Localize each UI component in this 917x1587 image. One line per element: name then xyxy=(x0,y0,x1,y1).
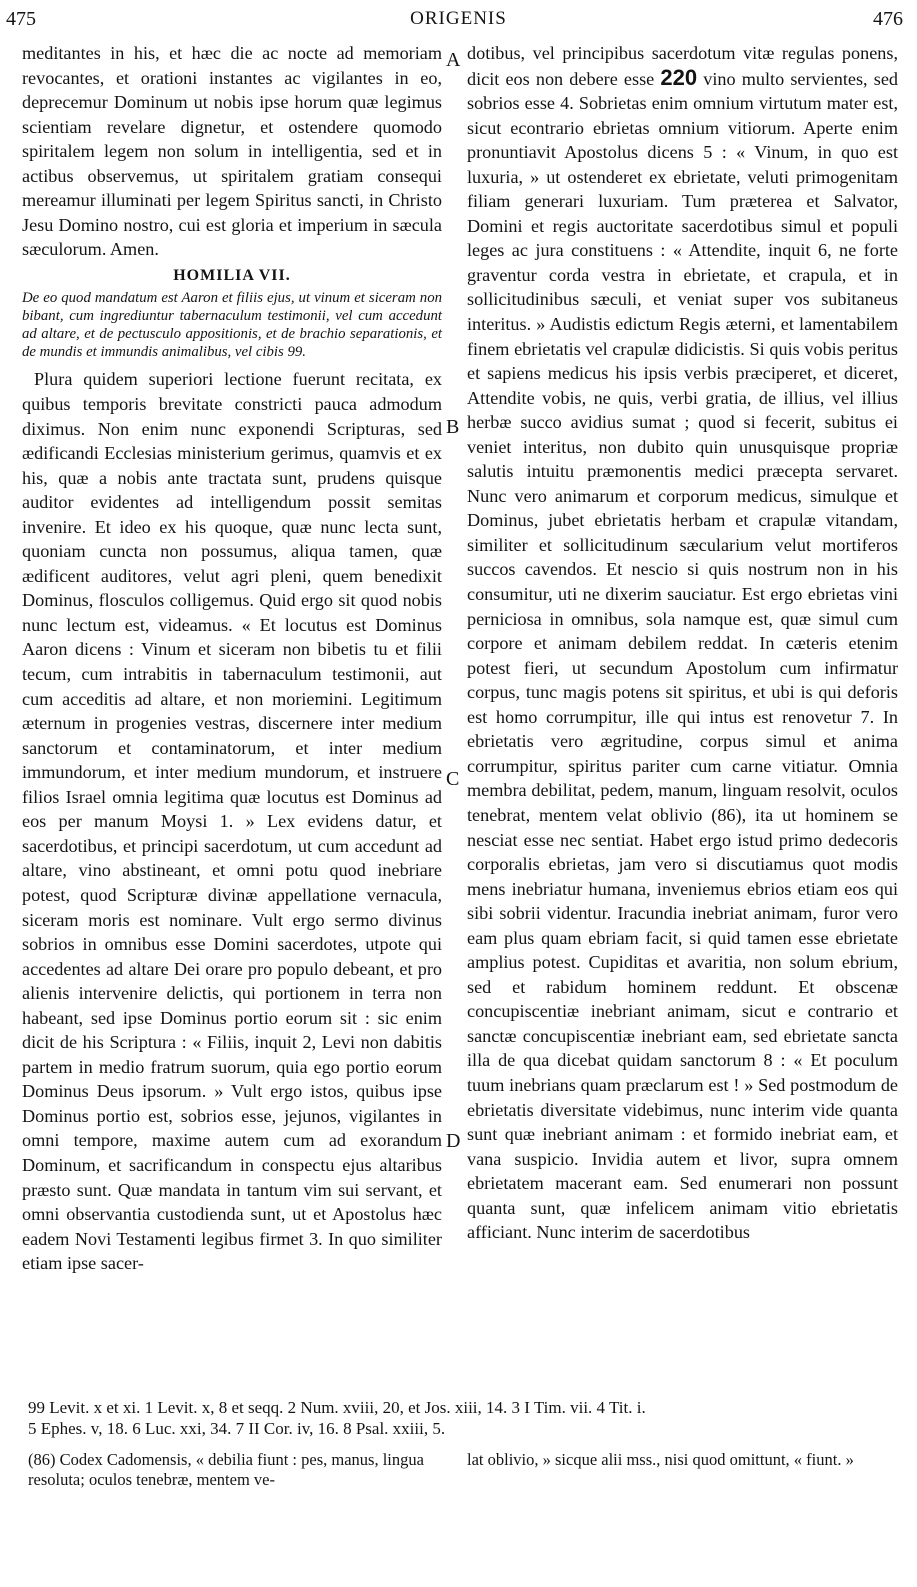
footnote-line-2: 5 Ephes. v, 18. 6 Luc. xxi, 34. 7 II Cor. iv, 16. 8 Psal. xxiii, 5. xyxy=(28,1419,446,1438)
page-number-left: 475 xyxy=(6,8,36,30)
footnotes xyxy=(28,1397,898,1439)
column-number-marker: 220 xyxy=(660,64,698,90)
homily-argument: De eo quod mandatum est Aaron et filiis ejus, ut vinum et siceram non bibant, cum ingrediuntur tabernaculum testimonii, vel cum accedunt ad altare, et de pectusculo appositionis, et de brachio separationis, et de mundis et immundis animalibus, vel cibis 99. xyxy=(22,290,442,361)
right-text-before-marker: dotibus, vel principibus sacerdotum vitæ regulas ponens, dicit eos non debere esse xyxy=(467,43,898,89)
homily-title: HOMILIA VII. xyxy=(173,266,291,284)
critical-note-left: (86) Codex Cadomensis, « debilia fiunt : pes, manus, lingua resoluta; oculos tenebræ, mentem ve- xyxy=(28,1450,424,1489)
running-title: ORIGENIS xyxy=(410,8,507,29)
critical-note-right: lat oblivio, » sicque alii mss., nisi quod omittunt, « fiunt. » xyxy=(467,1450,854,1469)
footnote-line-1: 99 Levit. x et xi. 1 Levit. x, 8 et seqq. 2 Num. xviii, 20, et Jos. xiii, 14. 3 I Tim. vii. 4 Tit. i. xyxy=(28,1398,646,1417)
right-text-after-marker: vino multo servientes, sed sobrios esse 4. Sobrietas enim omnium virtutum mater est, sicut econtrario ebrietas omnium vitiorum. Aperte enim pronuntiavit Apostolus dicens 5 : « Vinum, in quo est luxuria, » ut ostenderet ex ebrietate, veluti primogenitam filiam generari luxuriam. Tum præterea et Salvator, Domini et regis auctoritate sacerdotibus simul et populi leges ac jura constituens : « Attendite, inquit 6, ne forte graventur corda vestra in ebrietate, et crapula, et in sollicitudinibus sæculi, et veniat super vos subitaneus interitus. » Audistis edictum Regis æterni, et lamentabilem finem ebrietatis vel crapulæ didicistis. Si quis vobis peritus et sapiens medicus his ipsis verbis præciperet, et diceret, Attendite vobis, ne quis, verbi gratia, de illius, vel illius herbæ succo avidius sumat ; quod si fecerit, subitus ei veniet interitus, non dubito quin unusquisque propriæ salutis intuitu præmonentis medici præcepta servaret. Nunc vero animarum et corporum medicus, simulque et Dominus, jubet ebrietatis herbam et crapulæ vitandam, similiter et sollicitudinum sæcularium velut mortiferos succos cavendos. Et nescio si quis nostrum non in his consumitur, uti ne dixerim sauciatur. Est ergo ebrietas vini perniciosa in omnibus, sola namque est, quæ simul cum corpore et animam debilem reddat. In cæteris etenim potest fieri, ut secundum Apostolum cum infirmatur corpus, tunc magis potens sit spiritus, et ubi is qui deforis est homo corrumpitur, ille qui intus est renovetur 7. In ebrietatis vero ægritudine, corpus simul et anima corrumpitur, spiritus pariter cum carne vitiatur. Omnia membra debilitat, pedem, manum, linguam resolvit, oculos tenebrat, mentem velat oblivio (86), ita ut hominem se nesciat esse nec sentiat. Habet ergo istud primo dedecoris corporalis ebrietas, jam vero si discutiamus quot modis mens inebriatur humana, inveniemus ebrios etiam eos qui sibi sobrii videntur. Iracundia inebriat animam, furor vero eam plus quam ebriam facit, si quid tamen esse ebrietate amplius potest. Cupiditas et avaritia, non solum ebrium, sed et rabidum hominem reddunt. Et obscenæ concupiscentiæ inebriant animam, sicut e contrario et sanctæ concupiscentiæ inebriant eam, sed ebrietate sancta illa de qua dicebat quidam sanctorum 8 : « Et poculum tuum inebrians quam præclarum est ! » Sed postmodum de ebrietatis diversitate videbimus, nunc interim vide quanta sunt quæ inebriant animam : et formido inebriat eam, et vana suspicio. Invidia autem et livor, supra omnem ebrietatem macerant eam. Sed enumerari non possunt quanta sunt, quæ infelicem animam vitio ebrietatis afficiant. Nunc interim de sacerdotibus xyxy=(467,68,898,1243)
margin-letter-b: B xyxy=(446,416,460,438)
homily-7-opening-paragraph: Plura quidem superiori lectione fuerunt recitata, ex quibus temporis brevitate constricti pauca admodum diximus. Non enim nunc exponendi Scripturas, sed ædificandi Ecclesias ministerium gerimus, quamvis et ex his, quæ a nobis ante tractata sunt, prudens quisque auditor evidentes ad intelligendum possit semitas invenire. Et ideo ex his quoque, quæ nunc lecta sunt, quoniam cuncta non possumus, aliqua tamen, quæ ædificent auditores, velut agri pleni, quem benedixit Dominus, flosculos colligemus. Quid ergo sit quod nobis nunc lectum est, videamus. « Et locutus est Dominus Aaron dicens : Vinum et siceram non bibetis tu et filii tecum, cum intrabitis in tabernaculum testimonii, aut cum acceditis ad altare, et non moriemini. Legitimum æternum in progenies vestras, discernere inter medium sanctorum et contaminatorum, et inter medium immundorum, et inter medium mundorum, et instruere filios Israel omnia legitima quæ locutus est Dominus ad eos per manum Moysi 1. » Lex evidens datur, et sacerdotibus, et principi sacerdotum, ut cum accedunt ad altare, vino abstineant, et omni potu quod inebriare potest, quod Scripturæ divinæ appellatione vernacula, siceram moris est nominare. Vult ergo sermo divinus sobrios in omnibus esse Domini sacerdotes, utpote qui accedentes ad altare Dei orare pro populo debeant, et pro alienis intervenire delictis, qui portionem in terra non habeant, sed ipse Dominus portio eorum sit : sic enim dicit de his Scriptura : « Filiis, inquit 2, Levi non dabitis partem in medio fratrum suorum, quia ego portio eorum Dominus Deus ipsorum. » Vult ergo istos, quibus ipse Dominus portio est, sobrios esse, jejunos, vigilantes in omni tempore, maxime autem cum ad exorandum Dominum, et sacrificandum in conspectu ejus altaribus præsto sunt. Quæ mandata in tantum vim sui servant, et omni observantia custodienda sunt, ut et Apostolus hæc eadem Novi Testamenti legibus firmet 3. In quo similiter etiam ipse sacer- xyxy=(22,369,442,1274)
margin-letter-d: D xyxy=(446,1130,461,1152)
margin-letter-a: A xyxy=(446,49,461,71)
margin-letter-c: C xyxy=(446,768,460,790)
homily-6-closing-paragraph: meditantes in his, et hæc die ac nocte ad memoriam revocantes, et orationi instantes ac vigilantes in eo, deprecemur Dominum ut nobis ipse horum quæ legimus scientiam revelare dignetur, et ostendere quomodo spiritalem legem non solum in intelligentia, sed et in actibus observemus, ut spiritalem gratiam consequi mereamur illuminati per legem Spiritus sancti, in Christo Jesu Domino nostro, cui est gloria et imperium in sæcula sæculorum. Amen. xyxy=(22,43,442,260)
left-column xyxy=(22,41,442,1276)
right-column xyxy=(467,41,898,1245)
page-number-right: 476 xyxy=(873,8,903,30)
right-column-paragraph xyxy=(467,41,898,1245)
